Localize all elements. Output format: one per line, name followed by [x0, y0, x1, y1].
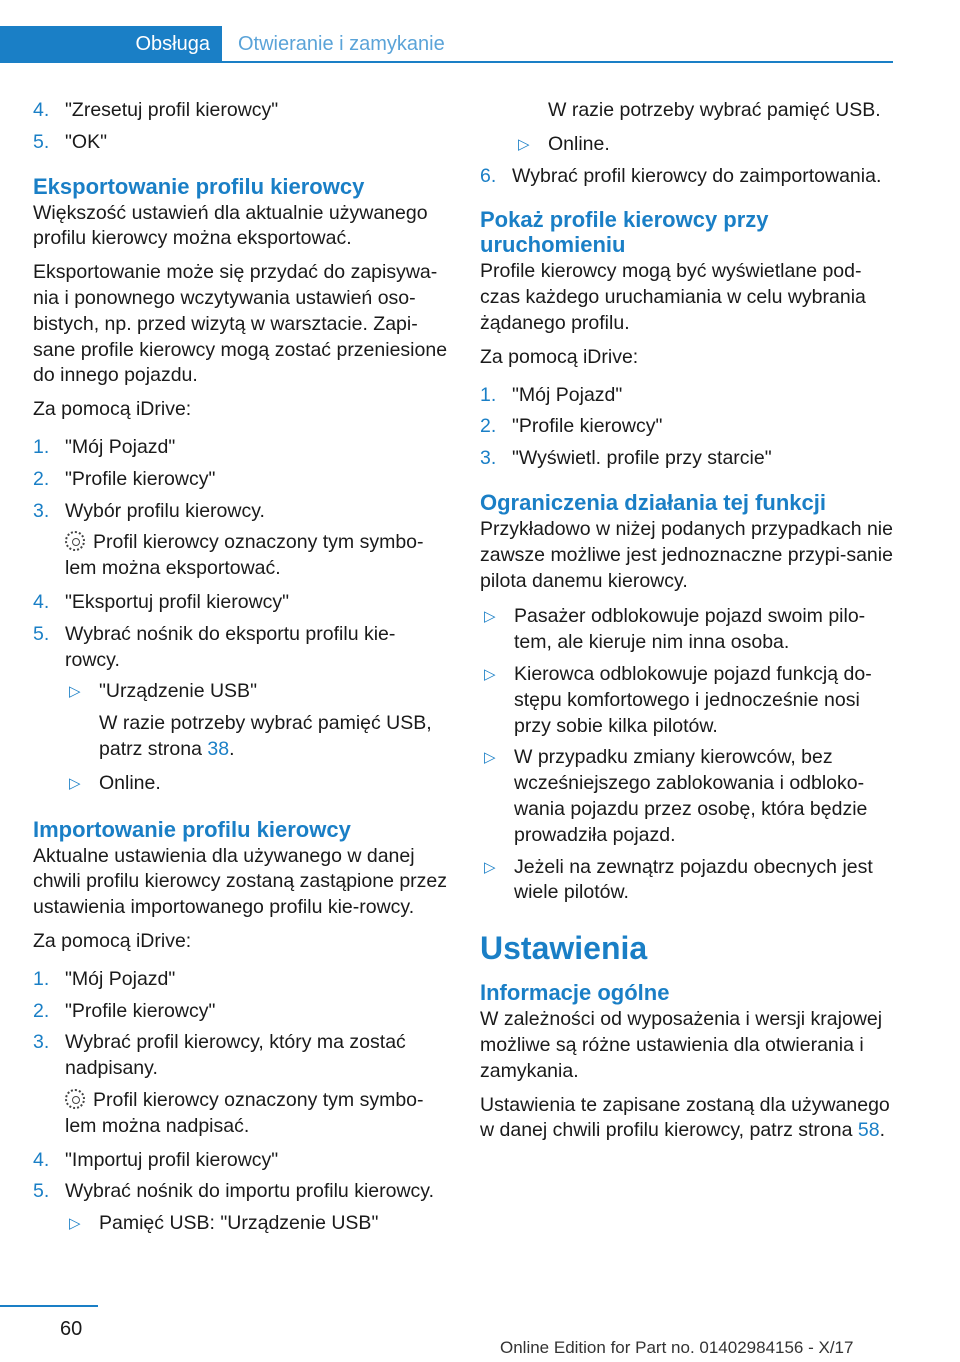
triangle-bullet-icon: ▷	[69, 683, 81, 701]
paragraph: W razie potrzeby wybrać pamięć USB, patrz strona 38.	[99, 712, 432, 760]
export-heading: Eksportowanie profilu kierowcy	[33, 173, 365, 199]
edition-footer: Online Edition for Part no. 01402984156 - X/17	[500, 1338, 854, 1357]
sub-list	[33, 679, 448, 796]
paragraph: Aktualne ustawienia dla używanego w danej chwili profilu kierowcy zostaną zastąpione przez ustawienia importowanego profilu kie‐rowcy.	[33, 844, 448, 919]
list-item: 3. Wybrać profil kierowcy, który ma zostać nadpisany.	[33, 1031, 406, 1080]
paragraph: Ustawienia te zapisane zostaną dla używanego w danej chwili profilu kierowcy, patrz strona 58.	[480, 1093, 890, 1142]
page-link[interactable]: 58	[857, 1119, 880, 1142]
triangle-bullet-icon: ▷	[484, 749, 496, 767]
list-item: 3. Wybór profilu kierowcy.	[33, 499, 265, 522]
triangle-bullet-icon: ▷	[518, 135, 530, 153]
list-item: 4. "Zresetuj profil kierowcy"	[33, 99, 279, 121]
paragraph: Większość ustawień dla aktualnie używanego profilu kierowcy można eksportować.	[33, 201, 428, 250]
list-item: 1. "Mój Pojazd"	[33, 435, 176, 458]
list-item: 3. "Wyświetl. profile przy starcie"	[480, 447, 772, 470]
footer-divider	[0, 1305, 98, 1307]
paragraph: Za pomocą iDrive:	[480, 345, 639, 368]
section-tab[interactable]: Obsługa	[0, 26, 222, 62]
bullet-item: ▷ Kierowca odblokowuje pojazd funkcją do‐stępu komfortowego i jednocześnie nosi przy sobie kilka pilotów.	[484, 662, 872, 737]
profile-symbol-icon	[65, 531, 85, 551]
paragraph: W zależności od wyposażenia i wersji krajowej możliwe są różne ustawienia dla otwierania i zamykania.	[480, 1008, 883, 1082]
paragraph: Profile kierowcy mogą być wyświetlane pod‐czas każdego uruchamiania w celu wybrania żądanego profilu.	[480, 260, 866, 334]
list-item: 5. "OK"	[33, 130, 108, 153]
triangle-bullet-icon: ▷	[69, 1215, 81, 1233]
settings-heading: Ustawienia	[480, 930, 648, 967]
bullet-item: ▷ W przypadku zmiany kierowców, bez wcześniejszego zablokowania i odbloko‐wania pojazdu przez osobę, która będzie prowadziła pojazd.	[484, 746, 868, 846]
limits-heading: Ograniczenia działania tej funkcji	[480, 489, 826, 515]
paragraph: Za pomocą iDrive:	[33, 929, 192, 952]
triangle-bullet-icon: ▷	[484, 608, 496, 626]
list-item: 5. Wybrać nośnik do eksportu profilu kie‐rowcy.	[33, 622, 396, 671]
limits-list	[480, 604, 900, 906]
bullet-item: ▷ Online.	[65, 771, 448, 797]
list-item: 2. "Profile kierowcy"	[33, 999, 216, 1022]
paragraph: Przykładowo w niżej podanych przypadkach nie zawsze możliwe jest jednoznaczne przypi‐sanie pilota danemu kierowcy.	[480, 517, 893, 592]
header-divider	[0, 61, 893, 63]
list-item: 2. "Profile kierowcy"	[480, 415, 663, 438]
show-profiles-heading: Pokaż profile kierowcy przy uruchomieniu	[480, 207, 769, 258]
show-steps	[480, 383, 900, 472]
right-column	[480, 98, 900, 1152]
triangle-bullet-icon: ▷	[484, 858, 496, 876]
list-item: 5. Wybrać nośnik do importu profilu kierowcy.	[33, 1180, 435, 1203]
symbol-note: Profil kierowcy oznaczony tym symbo‐lem można nadpisać.	[65, 1088, 424, 1137]
paragraph: Za pomocą iDrive:	[33, 398, 192, 421]
list-item: 4. "Eksportuj profil kierowcy"	[33, 590, 290, 613]
general-info-heading: Informacje ogólne	[480, 980, 670, 1006]
list-item: 4. "Importuj profil kierowcy"	[33, 1148, 279, 1171]
bullet-item: ▷ Pasażer odblokowuje pojazd swoim pilo‐tem, ale kieruje nim inna osoba.	[484, 605, 866, 654]
import-heading: Importowanie profilu kierowcy	[33, 816, 351, 842]
page-header	[0, 0, 960, 64]
list-item: 2. "Profile kierowcy"	[33, 467, 216, 490]
sub-list	[33, 1211, 448, 1237]
paragraph: W razie potrzeby wybrać pamięć USB.	[548, 99, 881, 121]
import-steps	[33, 967, 448, 1237]
paragraph: Eksportowanie może się przydać do zapisywa‐nia i ponownego wczytywania ustawień oso‐bistych, np. przed wizytą w warsztacie. Zapi‐sane profile kierowcy mogą zostać przeniesione do innego pojazdu.	[33, 261, 448, 387]
subsection-tab[interactable]: Otwieranie i zamykanie	[238, 33, 445, 55]
list-item: 1. "Mój Pojazd"	[33, 967, 176, 990]
bullet-item: ▷ Jeżeli na zewnątrz pojazdu obecnych jest wiele pilotów.	[484, 855, 873, 904]
triangle-bullet-icon: ▷	[69, 774, 81, 792]
symbol-note: Profil kierowcy oznaczony tym symbo‐lem można eksportować.	[65, 531, 424, 580]
bullet-item: ▷ Online.	[514, 132, 900, 158]
triangle-bullet-icon: ▷	[484, 665, 496, 683]
profile-symbol-icon	[65, 1089, 85, 1109]
list-item: 1. "Mój Pojazd"	[480, 383, 623, 406]
bullet-item: ▷ Pamięć USB: "Urządzenie USB"	[65, 1211, 448, 1237]
page-link[interactable]: 38	[207, 737, 230, 760]
export-steps	[33, 435, 448, 797]
steps-list-top	[33, 98, 448, 156]
list-item: 6. Wybrać profil kierowcy do zaimportowania.	[480, 164, 882, 187]
left-column	[33, 98, 448, 1243]
page-number: 60	[60, 1318, 83, 1340]
bullet-item: ▷ "Urządzenie USB"	[65, 679, 448, 705]
